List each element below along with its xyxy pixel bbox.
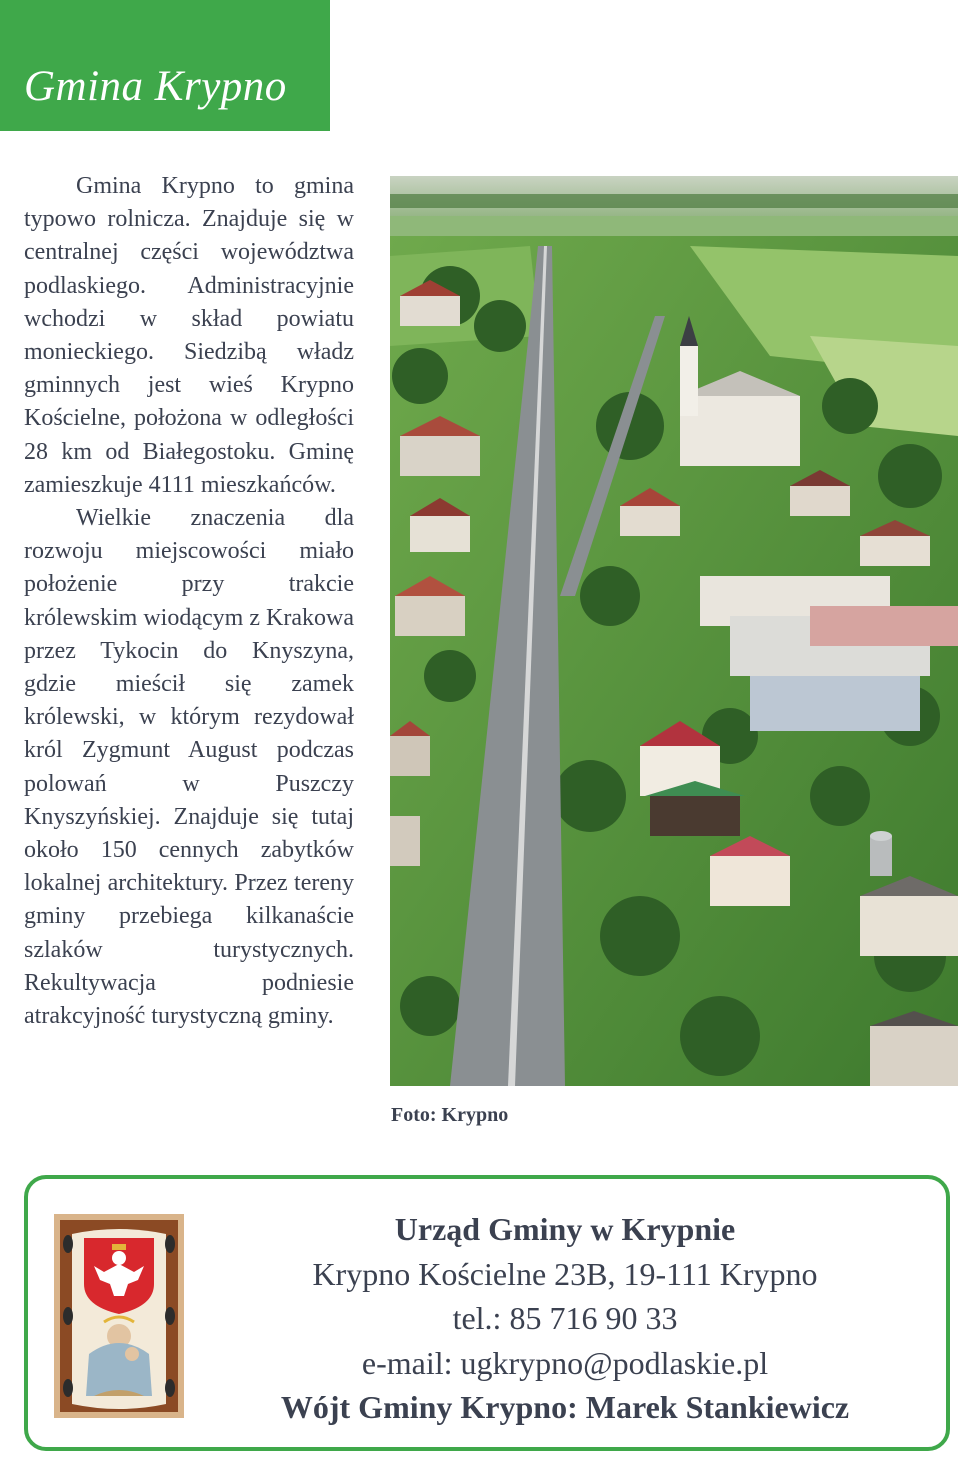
office-phone: tel.: 85 716 90 33 [452, 1300, 678, 1336]
article-paragraph: Gmina Krypno to gmina typowo rolnicza. Znajduje się w centralnej części województwa podlaskiego. Administracyjnie wchodzi w skład powiatu monieckiego. Siedzibą władz gminnych jest wieś Krypno Kościelne, położona w odległości 28 km od Białegostoku. Gminę zamieszkuje 4111 mieszkańców. [24, 173, 354, 498]
office-address: Krypno Kościelne 23B, 19-111 Krypno [312, 1255, 818, 1292]
coat-of-arms-icon [54, 1214, 184, 1418]
mayor-name: Wójt Gminy Krypno: Marek Stankiewicz [280, 1389, 850, 1425]
office-email: e-mail: ugkrypno@podlaskie.pl [361, 1344, 769, 1381]
village-aerial-photo [390, 176, 958, 1086]
office-name: Urząd Gminy w Krypnie [394, 1211, 736, 1247]
page-title: Gmina Krypno [24, 63, 287, 110]
article-text [24, 170, 354, 1033]
article-paragraph: Wielkie znaczenia dla rozwoju miejscowości miało położenie przy trakcie królewskim wiodącym z Krakowa przez Tykocin do Knyszyna, gdzie mieścił się zamek królewski, w którym rezydował król Zygmunt August podczas polowań w Puszczy Knyszyńskiej. Znajduje się tutaj około 150 cennych zabytków lokalnej architektury. Przez tereny gminy przebiega kilkanaście szlaków turystycznych. Rekultywacja podniesie atrakcyjność turystyczną gminy. [24, 505, 354, 1030]
contact-details [200, 1207, 930, 1430]
photo-caption: Foto: Krypno [391, 1104, 509, 1126]
